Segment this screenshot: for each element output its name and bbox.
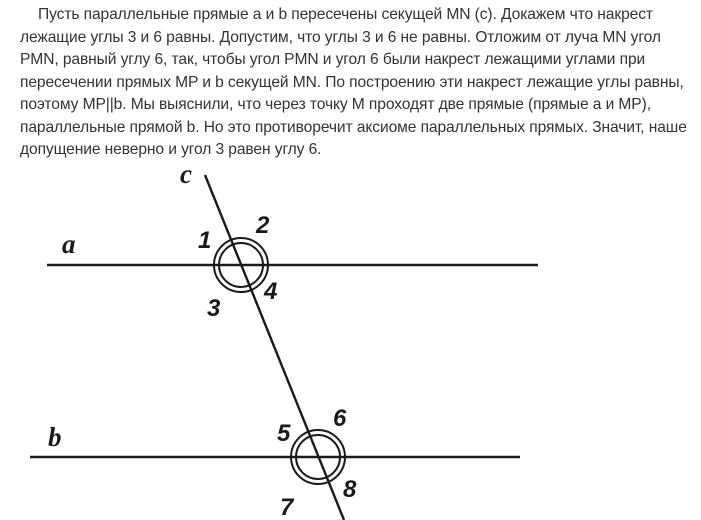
angle-3-label: 3 [207,295,221,322]
angle-5-label: 5 [277,420,291,447]
proof-paragraph: Пусть параллельные прямые a и b пересечены секущей MN (с). Докажем что накрест лежащие углы 3 и 6 равны. Допустим, что углы 3 и 6 не равны. Отложим от луча MN угол PMN, равный углу 6, так, чтобы угол PMN и угол 6 были накрест лежащими углами при пересечении прямых MP и b секущей MN. По построению эти накрест лежащие углы равны, поэтому MP||b. Мы выяснили, что через точку М проходят две прямые (прямые a и MP), параллельные прямой b. Но это противоречит аксиоме параллельных прямых. Значит, наше допущение неверно и угол 3 равен углу 6. [20,6,687,158]
angle-8-label: 8 [343,476,357,503]
transversal-c [205,175,344,520]
line-b-label: b [48,422,62,452]
angle-2-label: 2 [256,212,270,239]
angle-1-label: 1 [198,227,212,254]
angle-7-label: 7 [280,494,294,520]
angle-6-label: 6 [333,405,347,432]
line-a-label: a [62,229,76,259]
line-c-label: c [180,159,192,189]
angle-4-label: 4 [264,278,278,305]
